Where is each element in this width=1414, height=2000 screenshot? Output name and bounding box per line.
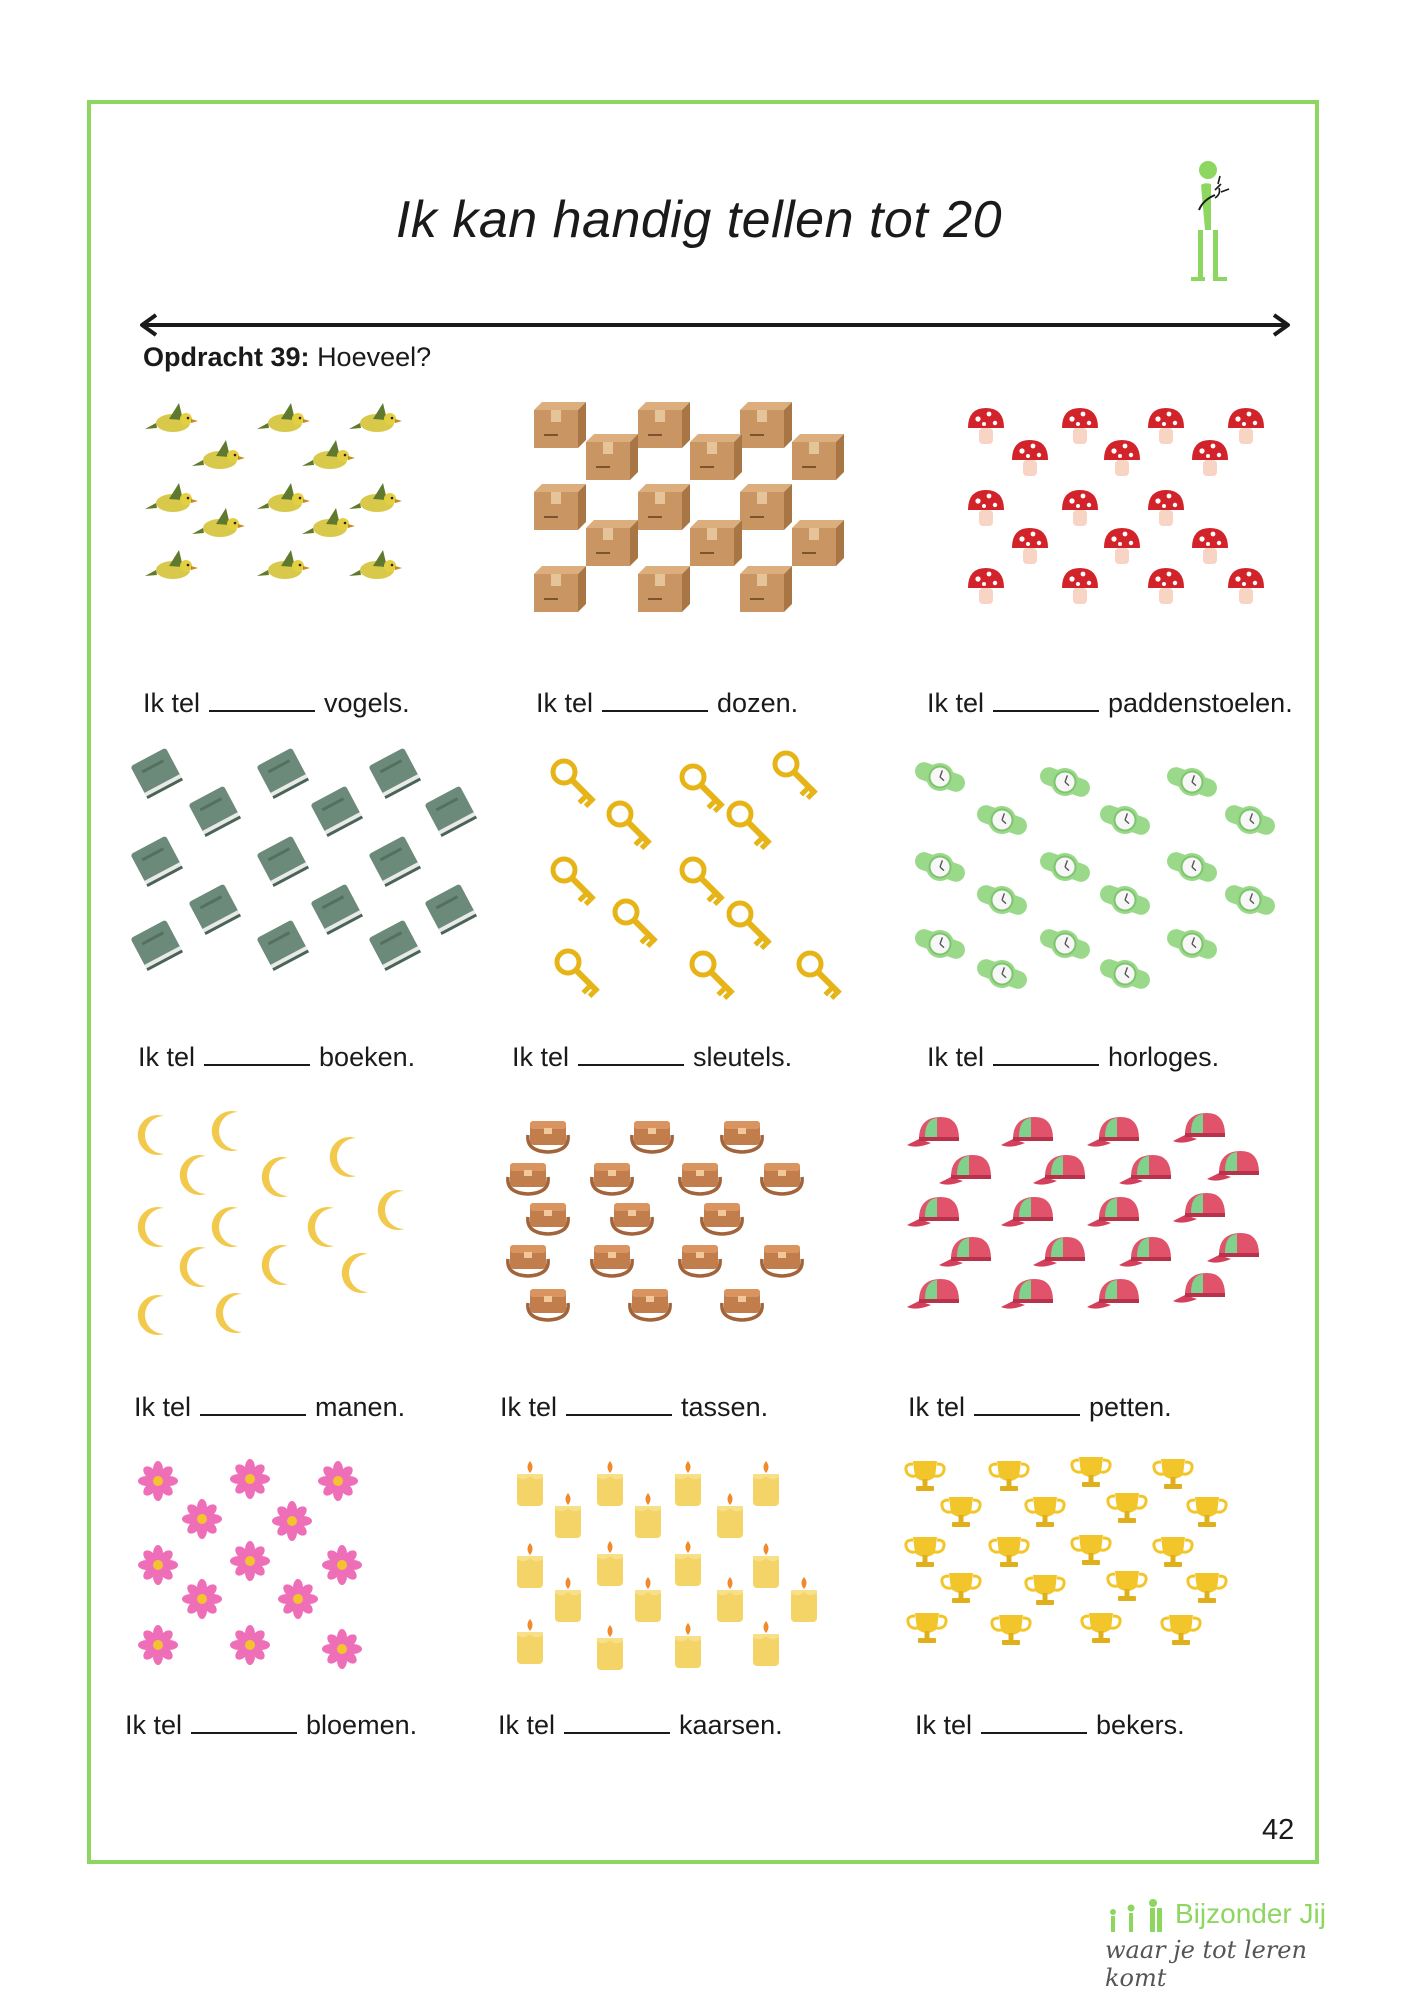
answer-blank[interactable] xyxy=(993,1044,1099,1066)
cap-icon xyxy=(905,1105,1285,1335)
mushroom-panel xyxy=(960,398,1310,638)
answer-blank[interactable] xyxy=(204,1044,310,1066)
flower-icon xyxy=(132,1455,392,1685)
answer-line-caps: Ik tel petten. xyxy=(908,1392,1172,1422)
answer-line-trophies: Ik tel bekers. xyxy=(915,1710,1185,1740)
book-icon xyxy=(132,748,472,978)
answer-line-birds: Ik tel vogels. xyxy=(143,688,410,718)
answer-blank[interactable] xyxy=(191,1712,297,1734)
people-logo-icon xyxy=(1105,1898,1171,1934)
trophy-panel xyxy=(905,1455,1255,1695)
double-arrow-divider xyxy=(140,312,1290,338)
answer-line-watches: Ik tel horloges. xyxy=(927,1042,1220,1072)
answer-line-bags: Ik tel tassen. xyxy=(500,1392,769,1422)
answer-line-boxes: Ik tel dozen. xyxy=(536,688,799,718)
answer-line-flowers: Ik tel bloemen. xyxy=(125,1710,418,1740)
answer-blank[interactable] xyxy=(993,690,1099,712)
brand-slogan: waar je tot leren komt xyxy=(1105,1936,1307,1992)
answer-blank[interactable] xyxy=(974,1394,1080,1416)
book-panel xyxy=(132,748,482,988)
thinking-figure-icon xyxy=(1185,160,1255,285)
answer-line-mushrooms: Ik tel paddenstoelen. xyxy=(927,688,1293,718)
answer-blank[interactable] xyxy=(564,1712,670,1734)
bird-panel xyxy=(135,398,485,638)
answer-line-candles: Ik tel kaarsen. xyxy=(498,1710,783,1740)
box-panel xyxy=(530,398,880,638)
candle-icon xyxy=(508,1455,828,1685)
bird-icon xyxy=(135,398,435,598)
mushroom-icon xyxy=(960,398,1280,608)
box-icon xyxy=(530,398,850,618)
watch-panel xyxy=(910,752,1260,992)
key-panel xyxy=(548,752,898,992)
answer-blank[interactable] xyxy=(566,1394,672,1416)
bag-icon xyxy=(500,1105,840,1335)
page-number: 42 xyxy=(1262,1814,1295,1846)
task-instruction xyxy=(143,342,431,373)
answer-blank[interactable] xyxy=(209,690,315,712)
moon-panel xyxy=(132,1105,482,1345)
brand-name: Bijzonder Jij xyxy=(1175,1898,1326,1929)
brand-logo xyxy=(1105,1898,1345,1992)
trophy-icon xyxy=(905,1455,1245,1685)
answer-blank[interactable] xyxy=(981,1712,1087,1734)
key-icon xyxy=(548,752,868,1002)
candle-panel xyxy=(508,1455,858,1695)
watch-icon xyxy=(910,752,1290,992)
page-title: Ik kan handig tellen tot 20 xyxy=(395,191,1003,249)
task-text: Hoeveel? xyxy=(317,342,432,372)
answer-line-moons: Ik tel manen. xyxy=(134,1392,406,1422)
bag-panel xyxy=(500,1105,850,1345)
answer-line-books: Ik tel boeken. xyxy=(138,1042,416,1072)
answer-blank[interactable] xyxy=(200,1394,306,1416)
answer-blank[interactable] xyxy=(602,690,708,712)
answer-line-keys: Ik tel sleutels. xyxy=(512,1042,793,1072)
flower-panel xyxy=(132,1455,482,1695)
moon-icon xyxy=(132,1105,432,1345)
cap-panel xyxy=(905,1105,1255,1345)
task-label: Opdracht 39: xyxy=(143,342,310,372)
answer-blank[interactable] xyxy=(578,1044,684,1066)
